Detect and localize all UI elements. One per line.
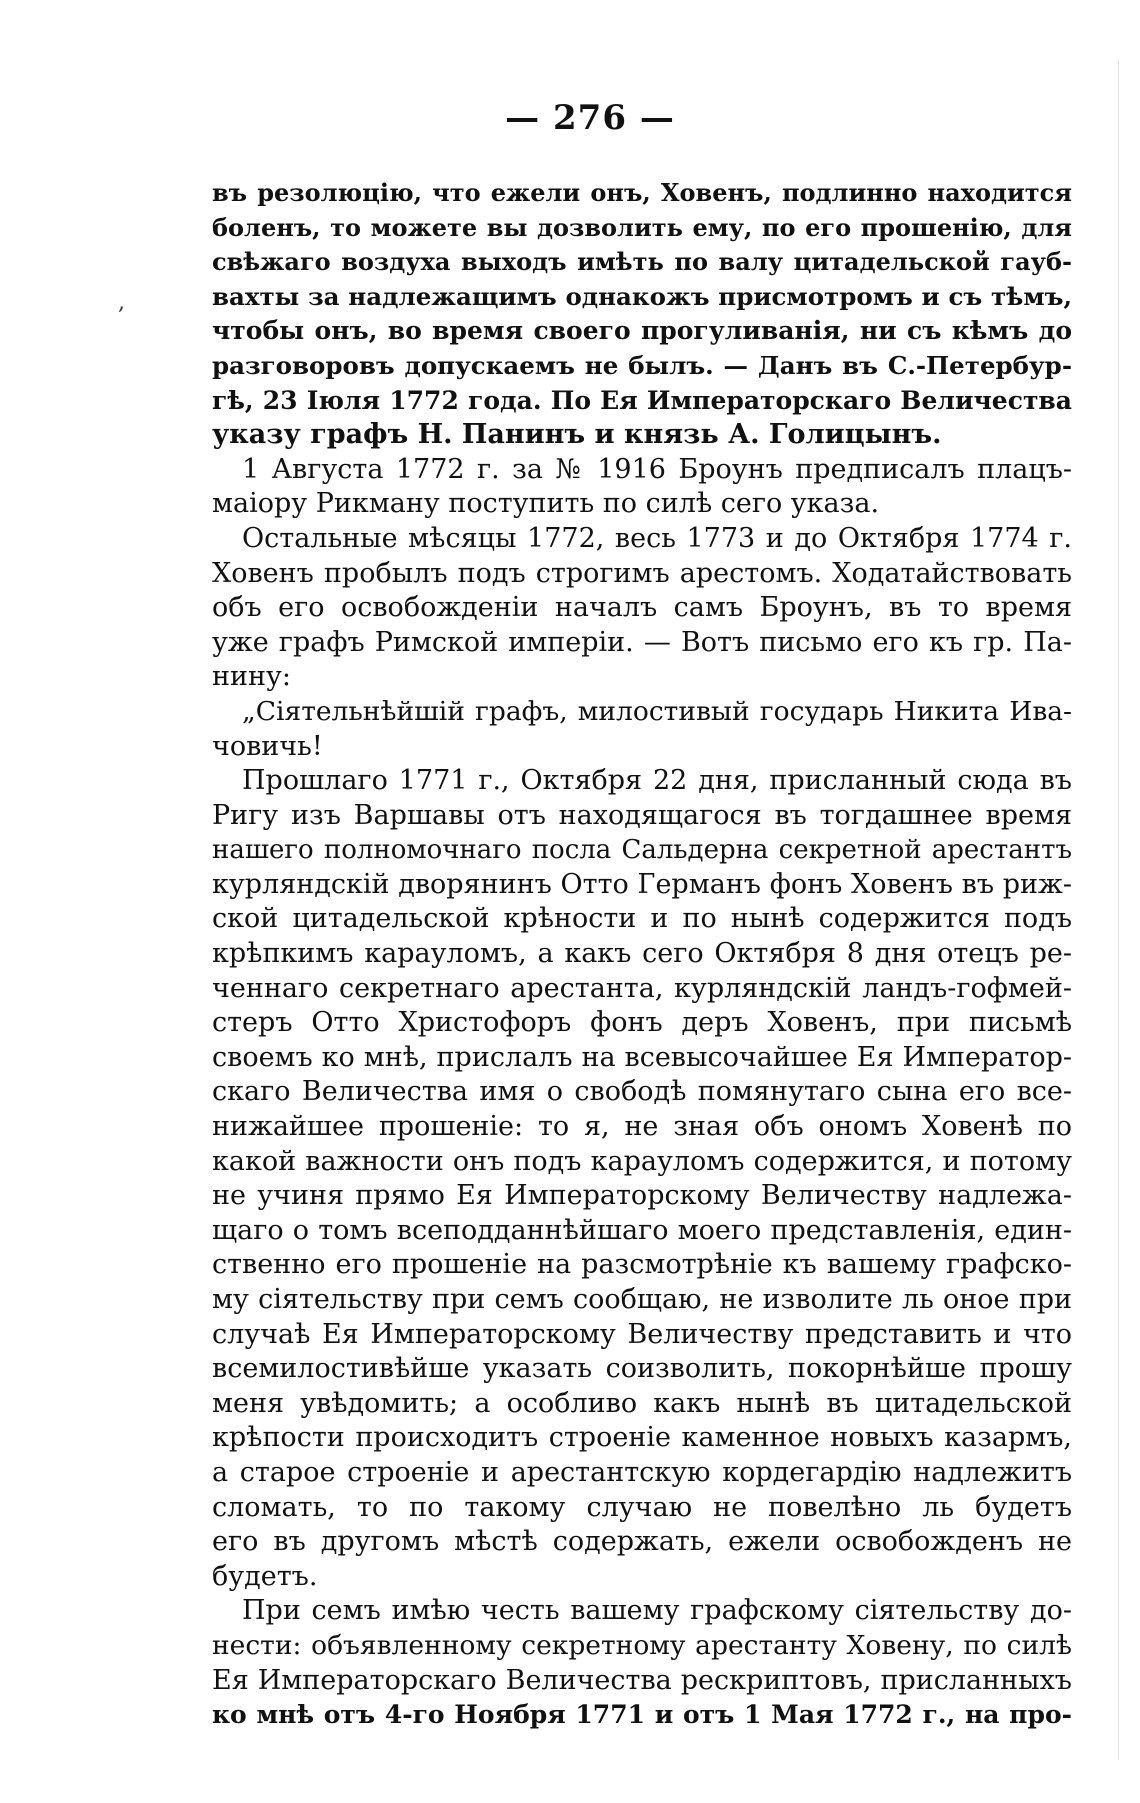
text-line: а старое строеніе и арестантскую кордегардію надлежитъ bbox=[212, 1456, 1072, 1488]
text-line: Ховенъ пробылъ подъ строгимъ арестомъ. Ходатайствовать bbox=[212, 557, 1072, 589]
text-line: всемилостивѣйше указать соизволить, покорнѣйше прошу bbox=[212, 1353, 1072, 1385]
text-line: будетъ. bbox=[212, 1560, 318, 1592]
text-line: нашего полномочнаго посла Сальдерна секретной арестантъ bbox=[212, 835, 1072, 866]
text-line: скаго Величества имя о свободѣ помянутаго сына его все- bbox=[212, 1076, 1072, 1108]
text-line: какой важности онъ подъ карауломъ содержится, и потому bbox=[212, 1145, 1072, 1177]
text-line: щаго о томъ всеподданнѣйшаго моего представленія, един- bbox=[212, 1214, 1072, 1246]
text-line: его въ другомъ мѣстѣ содержать, ежели освобожденъ не bbox=[212, 1526, 1072, 1558]
text-line: свѣжаго воздуха выходъ имѣть по валу цитадельской гауб- bbox=[212, 247, 1072, 277]
text-line: При семъ имѣю честь вашему графскому сіятельству до- bbox=[242, 1595, 1072, 1627]
text-line: маіору Рикману поступить по силѣ сего указа. bbox=[212, 488, 880, 520]
scan-edge-line bbox=[1118, 60, 1119, 1760]
text-line: Прошлаго 1771 г., Октября 22 дня, присланный сюда въ bbox=[242, 765, 1072, 797]
text-line: боленъ, то можете вы дозволить ему, по его прошенію, для bbox=[212, 212, 1072, 242]
text-line: човичь! bbox=[212, 730, 323, 762]
text-line: му сіятельству при семъ сообщаю, не изволите ль оное при bbox=[212, 1284, 1072, 1315]
text-line: нижайшее прошеніе: то я, не зная объ ономъ Ховенѣ по bbox=[212, 1111, 1072, 1143]
text-line: вахты за надлежащимъ однакожъ присмотромъ и съ тѣмъ, bbox=[212, 281, 1072, 311]
text-line: „Сіятельнѣйшій графъ, милостивый государь Никита Ива- bbox=[242, 695, 1072, 727]
text-line: въ резолюцію, что ежели онъ, Ховенъ, подлинно находится bbox=[212, 178, 1072, 207]
text-line: стеръ Отто Христофоръ фонъ деръ Ховенъ, при письмѣ bbox=[212, 1007, 1072, 1039]
text-line: объ его освобожденіи началъ самъ Броунъ, въ то время bbox=[212, 592, 1072, 624]
text-line: курляндскій дворянинъ Отто Германъ фонъ Ховенъ въ риж- bbox=[212, 868, 1072, 900]
text-line: Ея Императорскаго Величества рескриптовъ, присланныхъ bbox=[212, 1664, 1072, 1696]
text-line: своемъ ко мнѣ, прислалъ на всевысочайшее Ея Император- bbox=[212, 1041, 1072, 1073]
text-line: крѣпости происходитъ строеніе каменное новыхъ казармъ, bbox=[212, 1422, 1072, 1454]
text-line: уже графъ Римской имперіи. — Вотъ письмо его къ гр. Па- bbox=[212, 626, 1072, 658]
text-line: указу графъ Н. Панинъ и князь А. Голицынъ. bbox=[212, 419, 942, 451]
text-line: гѣ, 23 Іюля 1772 года. По Ея Императорскаго Величества bbox=[212, 385, 1072, 415]
text-line: чтобы онъ, во время своего прогуливанія, ни съ кѣмъ до bbox=[212, 316, 1072, 346]
text-line: Остальные мѣсяцы 1772, весь 1773 и до Октября 1774 г. bbox=[242, 522, 1072, 554]
text-line: ственно его прошеніе на разсмотрѣніе къ вашему графско- bbox=[212, 1249, 1072, 1281]
text-line: случаѣ Ея Императорскому Величеству представить и что bbox=[212, 1318, 1072, 1350]
text-line: ской цитадельской крѣности и по нынѣ содержится подъ bbox=[212, 903, 1072, 935]
text-line: разговоровъ допускаемъ не былъ. — Данъ въ С.-Петербур- bbox=[212, 350, 1072, 380]
page-number: — 276 — bbox=[505, 98, 675, 138]
text-line: меня увѣдомить; а особливо какъ нынѣ въ цитадельской bbox=[212, 1387, 1072, 1419]
body-text bbox=[212, 176, 1072, 1733]
text-line: нину: bbox=[212, 661, 291, 693]
text-line: нести: объявленному секретному арестанту Ховену, по силѣ bbox=[212, 1629, 1072, 1661]
text-line: крѣпкимъ карауломъ, а какъ сего Октября 8 дня отецъ ре- bbox=[212, 938, 1072, 970]
text-line: сломать, то по такому случаю не повелѣно ль будетъ bbox=[212, 1491, 1072, 1523]
text-line: Ригу изъ Варшавы отъ находящагося въ тогдашнее время bbox=[212, 799, 1072, 831]
text-line: ко мнѣ отъ 4-го Ноября 1771 и отъ 1 Мая 1772 г., на про- bbox=[212, 1700, 1072, 1730]
margin-mark: , bbox=[118, 290, 125, 315]
text-line: ченнаго секретнаго арестанта, курляндскій ландъ-гофмей- bbox=[212, 972, 1072, 1004]
text-line: не учиня прямо Ея Императорскому Величеству надлежа- bbox=[212, 1180, 1072, 1212]
text-line: 1 Августа 1772 г. за № 1916 Броунъ предписалъ плацъ- bbox=[242, 453, 1072, 485]
